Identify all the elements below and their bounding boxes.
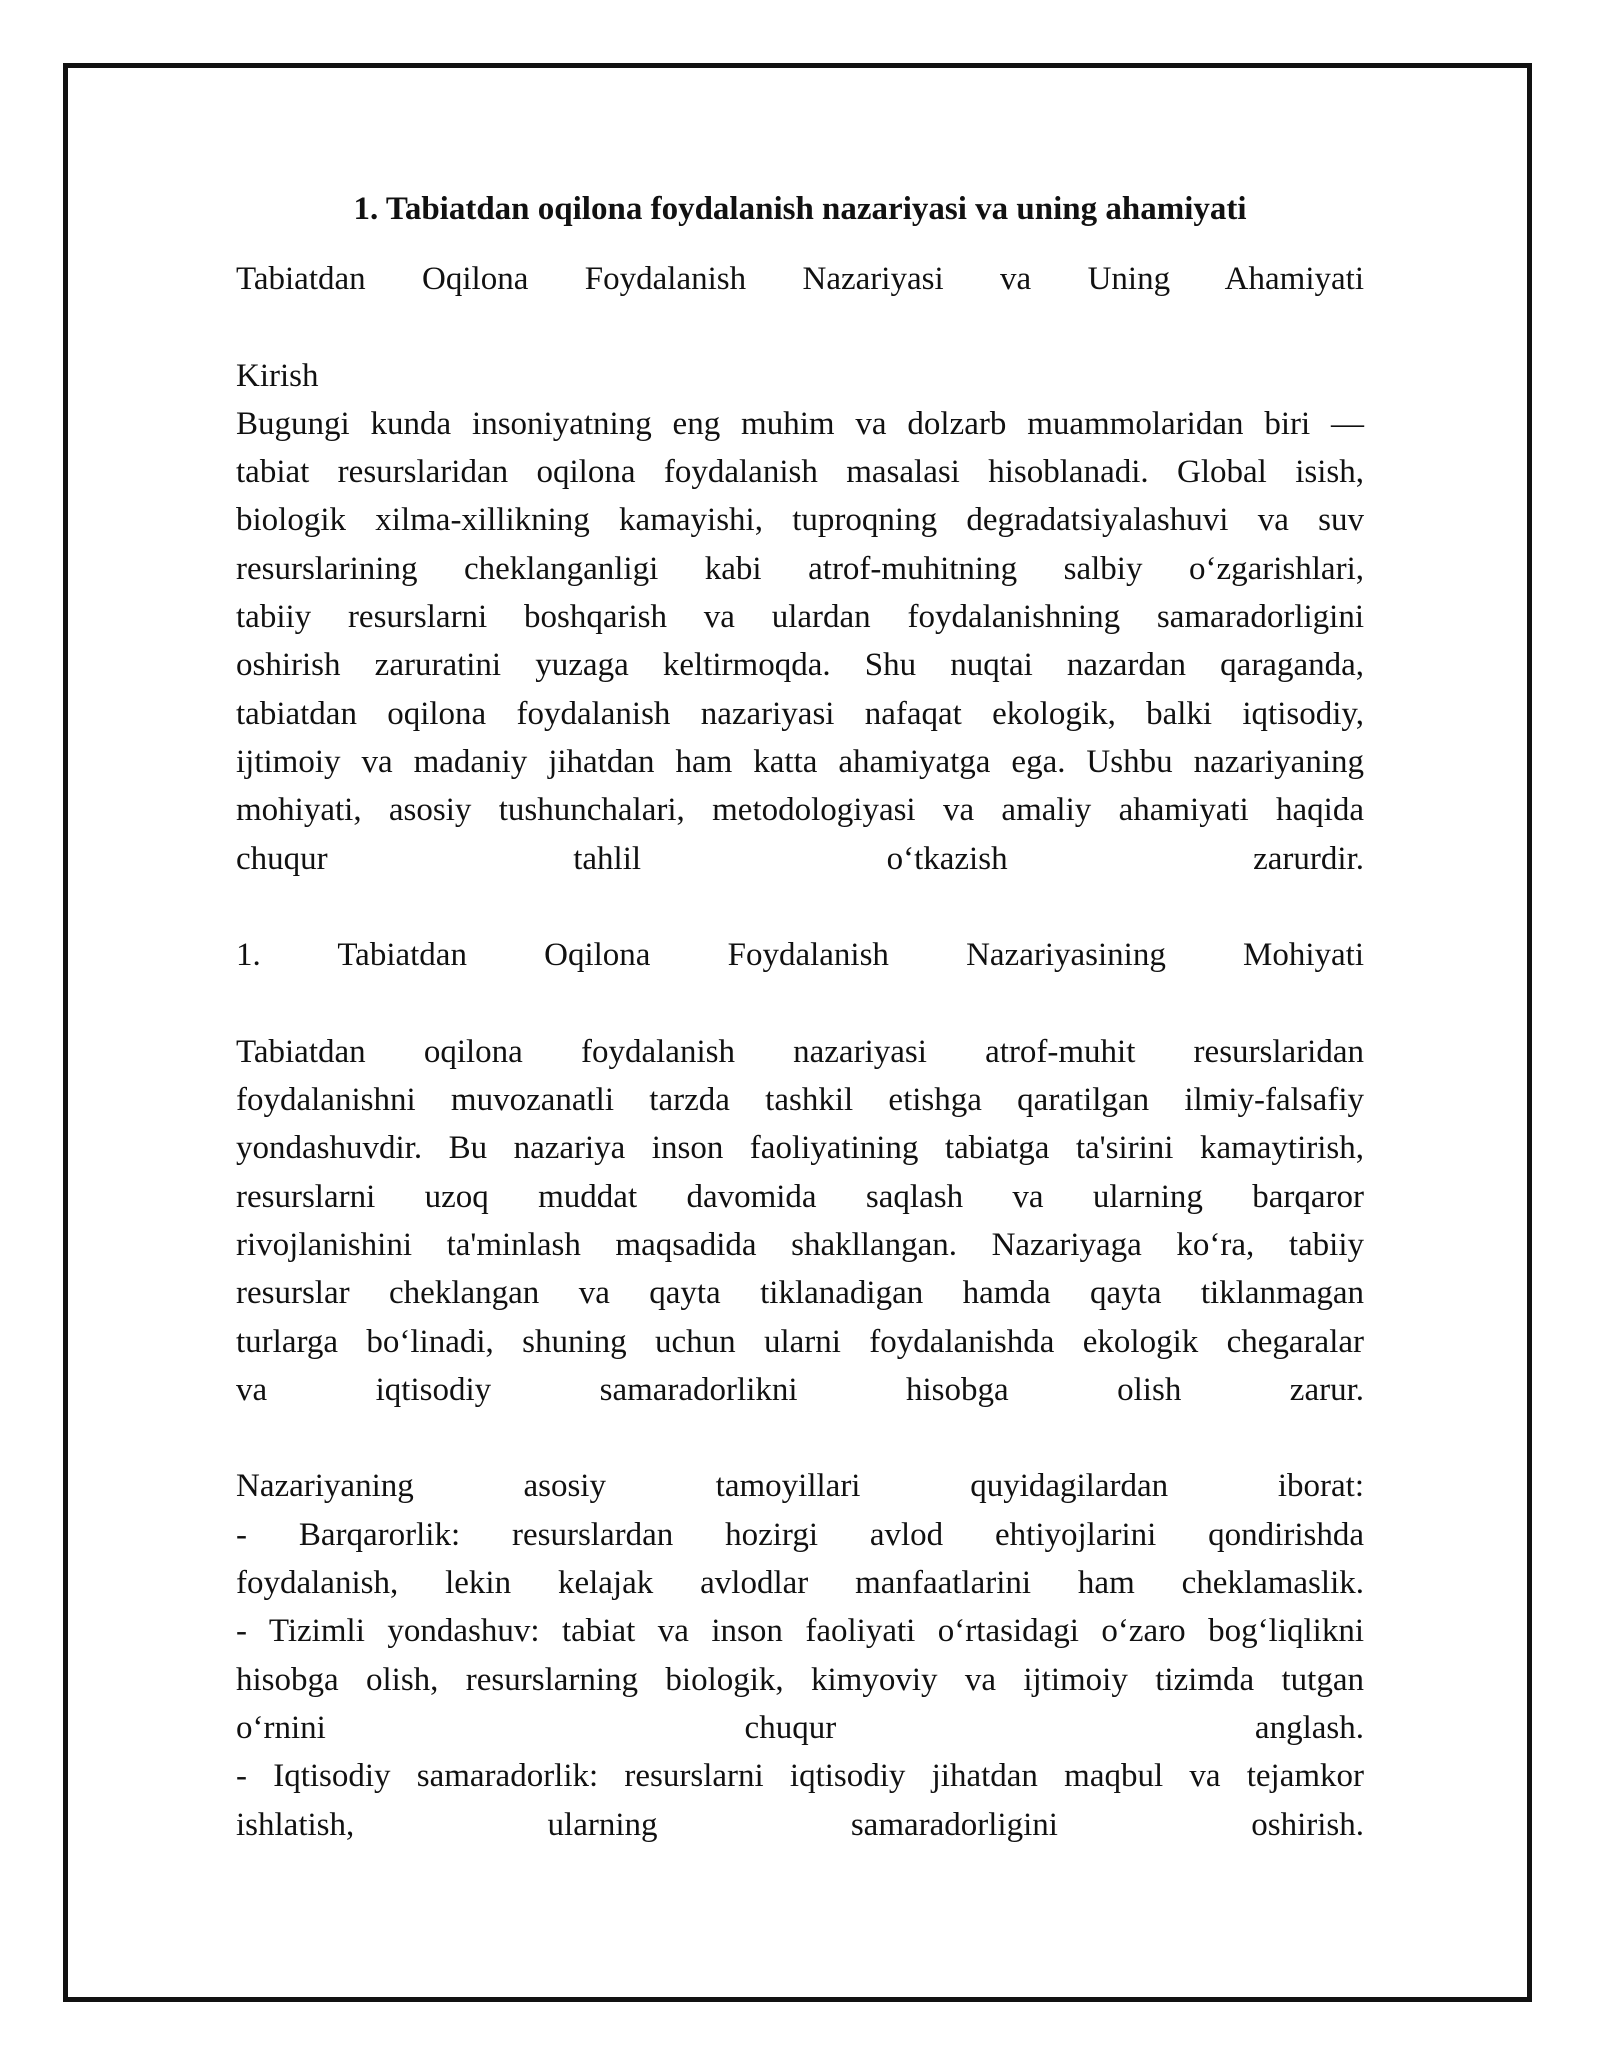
text-line: oshirish zaruratini yuzaga keltirmoqda. Shu nuqtai nazardan qaraganda, — [236, 647, 1364, 684]
text-line: Tabiatdan oqilona foydalanish nazariyasi atrof-muhit resurslaridan — [236, 1033, 1364, 1070]
text-line: biologik xilma-xillikning kamayishi, tuproqning degradatsiyalashuvi va suv — [236, 502, 1364, 539]
text-line: resurslar cheklangan va qayta tiklanadigan hamda qayta tiklanmagan — [236, 1275, 1364, 1312]
spacer — [236, 883, 1364, 931]
text-line: tabiiy resurslarni boshqarish va ulardan foydalanishning samaradorligini — [236, 599, 1364, 636]
spacer — [236, 979, 1364, 1027]
spacer — [236, 303, 1364, 351]
text-line: - Barqarorlik: resurslardan hozirgi avlod ehtiyojlarini qondirishda — [236, 1516, 1364, 1553]
text-line: - Tizimli yondashuv: tabiat va inson faoliyati oʻrtasidagi oʻzaro bogʻliqlikni — [236, 1613, 1364, 1650]
text-line: ishlatish, ularning samaradorligini oshirish. — [236, 1806, 1364, 1843]
text-line: tabiatdan oqilona foydalanish nazariyasi nafaqat ekologik, balki iqtisodiy, — [236, 695, 1364, 732]
text-line: resurslarining cheklanganligi kabi atrof-muhitning salbiy oʻzgarishlari, — [236, 550, 1364, 587]
intro-paragraph — [236, 400, 1364, 883]
text-line: foydalanishni muvozanatli tarzda tashkil etishga qaratilgan ilmiy-falsafiy — [236, 1082, 1364, 1119]
text-line: turlarga boʻlinadi, shuning uchun ularni foydalanishda ekologik chegaralar — [236, 1323, 1364, 1360]
intro-heading: Kirish — [236, 357, 319, 394]
text-line: hisobga olish, resurslarning biologik, kimyoviy va ijtimoiy tizimda tutgan — [236, 1661, 1364, 1698]
spacer — [236, 1414, 1364, 1462]
text-line: yondashuvdir. Bu nazariya inson faoliyatining tabiatga ta'sirini kamaytirish, — [236, 1130, 1364, 1167]
text-line: va iqtisodiy samaradorlikni hisobga olish zarur. — [236, 1371, 1364, 1408]
document-subtitle: Tabiatdan Oqilona Foydalanish Nazariyasi va Uning Ahamiyati — [236, 261, 1364, 297]
section-paragraph — [236, 1028, 1364, 1414]
principles-list — [236, 1462, 1364, 1848]
text-line: - Iqtisodiy samaradorlik: resurslarni iqtisodiy jihatdan maqbul va tejamkor — [236, 1758, 1364, 1795]
text-line: resurslarni uzoq muddat davomida saqlash va ularning barqaror — [236, 1178, 1364, 1215]
document-title: 1. Tabiatdan oqilona foydalanish nazariyasi va uning ahamiyati — [353, 191, 1247, 227]
text-line: tabiat resurslaridan oqilona foydalanish masalasi hisoblanadi. Global isish, — [236, 454, 1364, 491]
section-heading: 1. Tabiatdan Oqilona Foydalanish Nazariyasining Mohiyati — [236, 937, 1364, 974]
text-line: rivojlanishini ta'minlash maqsadida shakllangan. Nazariyaga koʻra, tabiiy — [236, 1226, 1364, 1263]
text-line: Nazariyaning asosiy tamoyillari quyidagilardan iborat: — [236, 1468, 1364, 1505]
text-line: mohiyati, asosiy tushunchalari, metodologiyasi va amaliy ahamiyati haqida — [236, 792, 1364, 829]
text-line: ijtimoiy va madaniy jihatdan ham katta ahamiyatga ega. Ushbu nazariyaning — [236, 743, 1364, 780]
text-line: foydalanish, lekin kelajak avlodlar manfaatlarini ham cheklamaslik. — [236, 1565, 1364, 1602]
text-line: oʻrnini chuqur anglash. — [236, 1709, 1364, 1746]
document-body — [236, 185, 1364, 1849]
text-line: chuqur tahlil oʻtkazish zarurdir. — [236, 840, 1364, 877]
text-line: Bugungi kunda insoniyatning eng muhim va dolzarb muammolaridan biri — — [236, 405, 1364, 442]
